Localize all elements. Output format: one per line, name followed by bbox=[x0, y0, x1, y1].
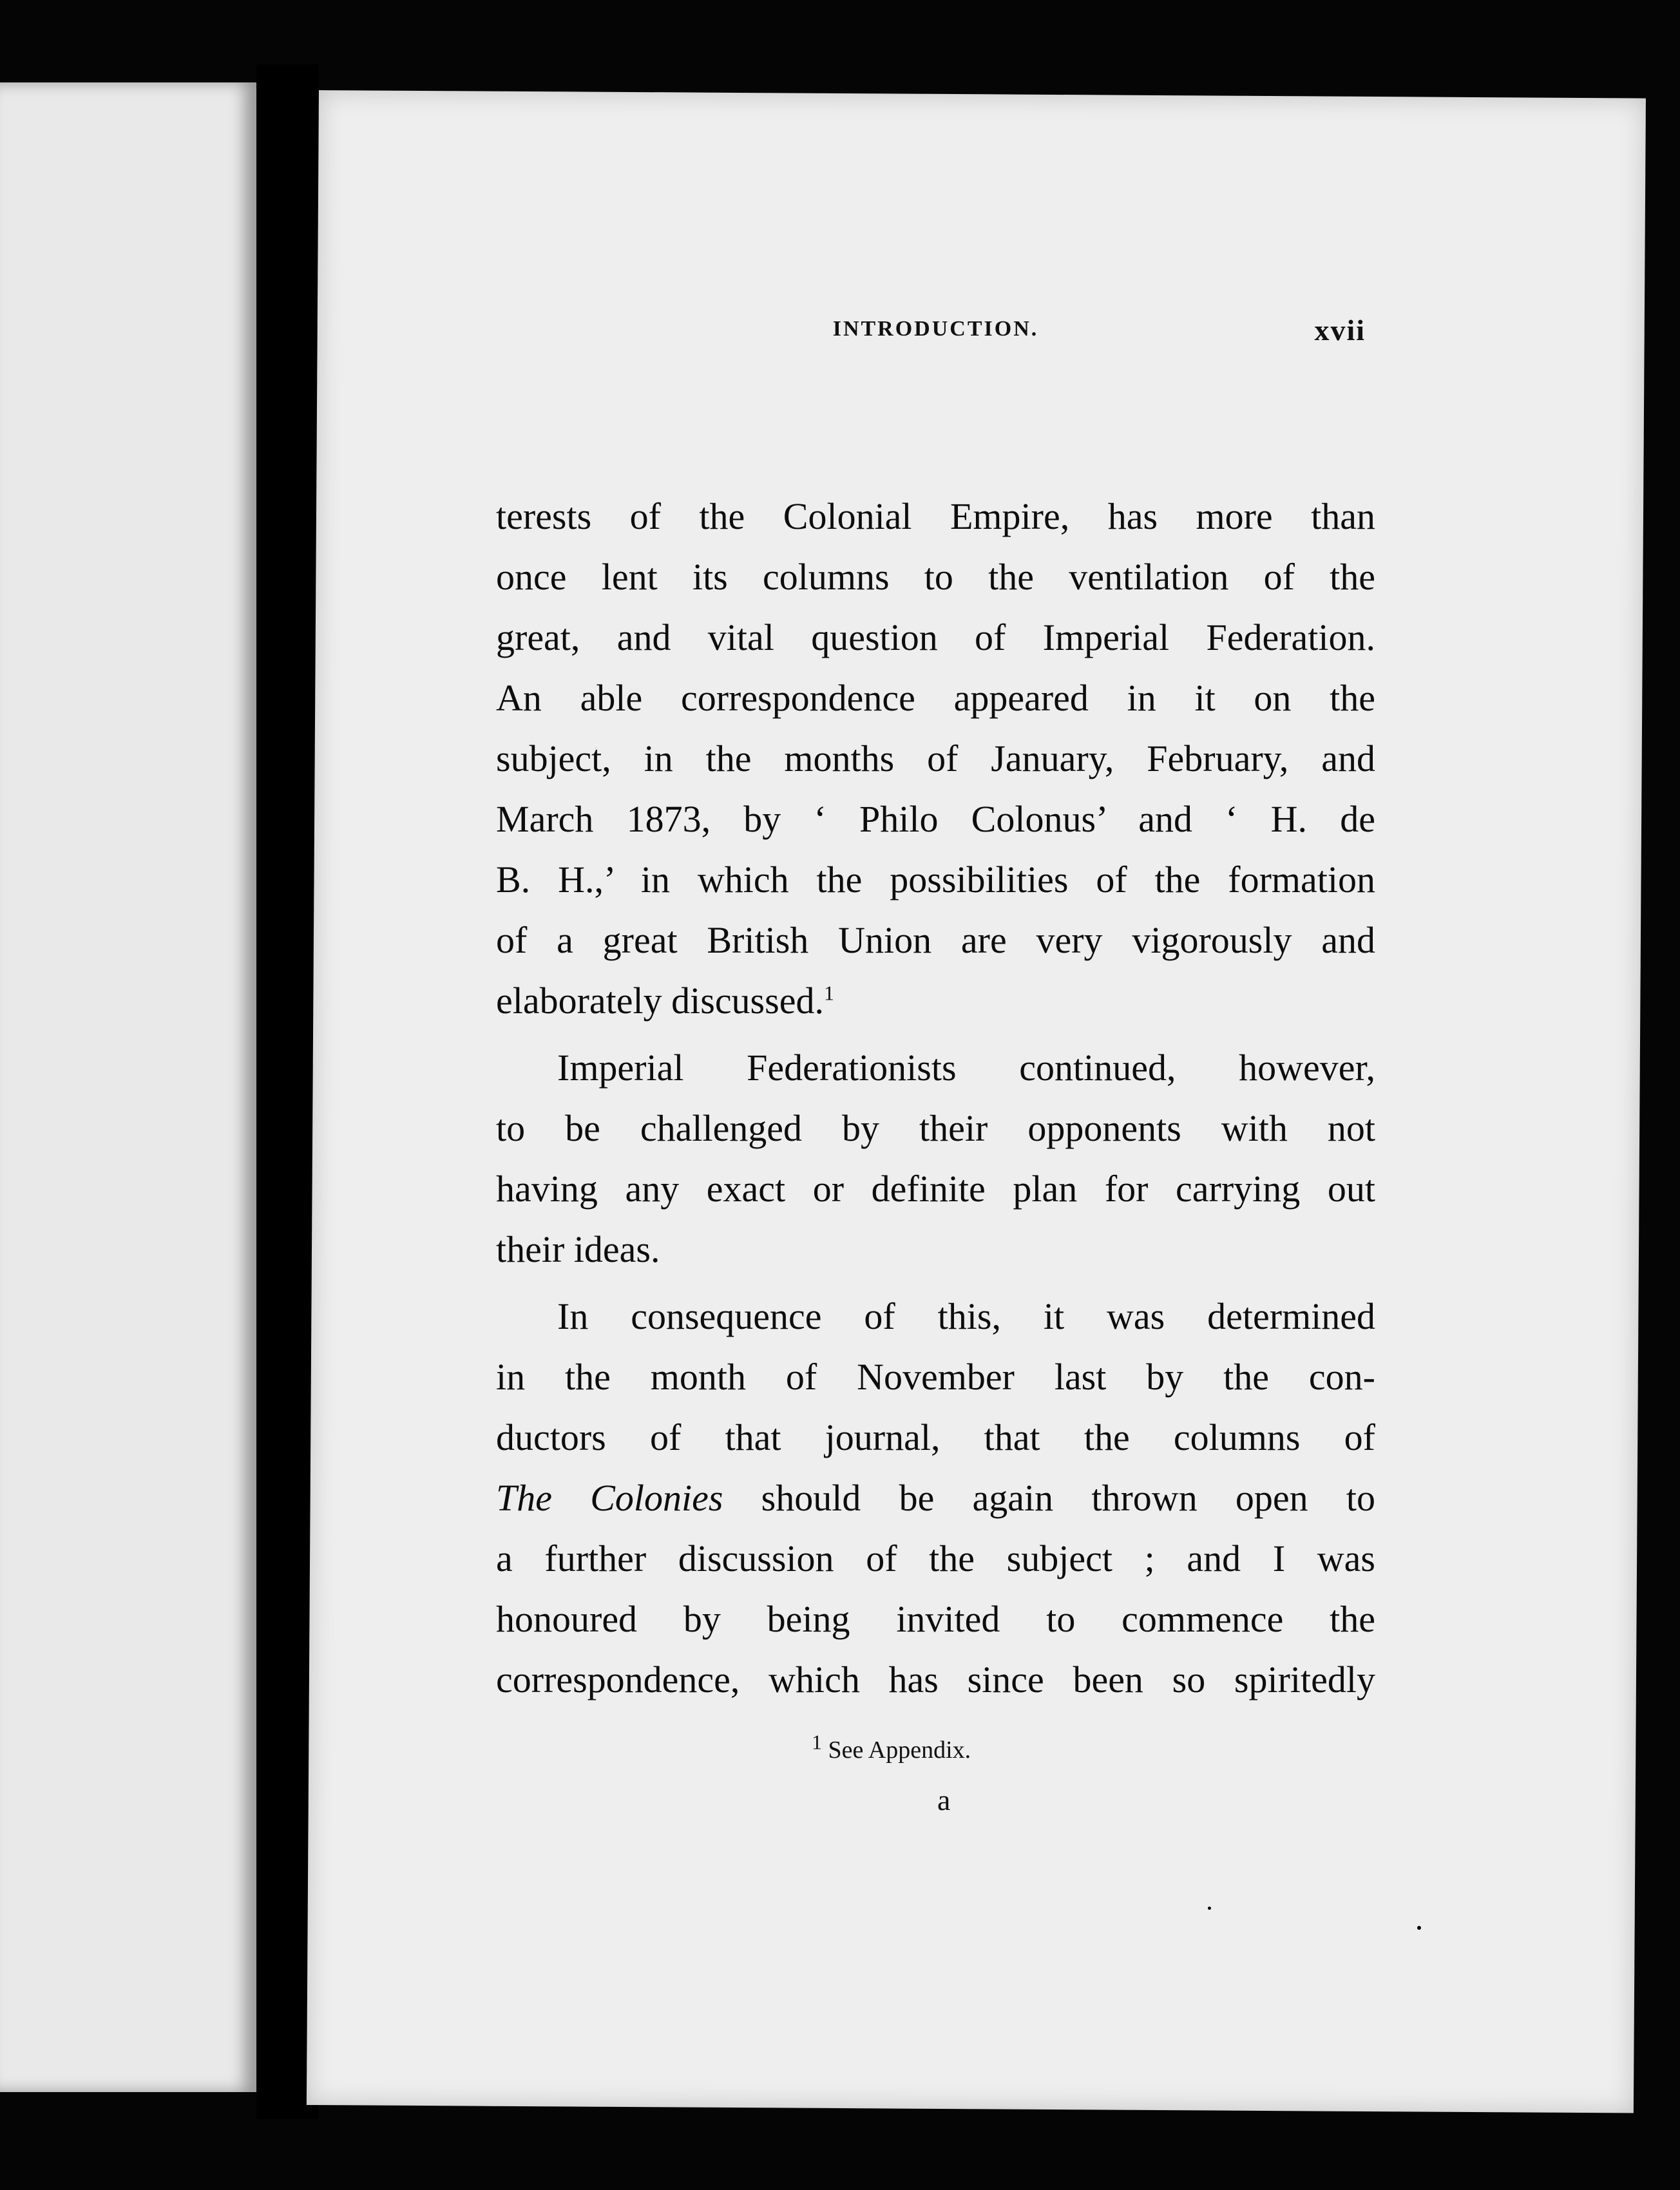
text-line: a further discussion of the subject ; and I was bbox=[496, 1538, 1375, 1579]
text-line: B. H.,’ in which the possibilities of the formation bbox=[496, 859, 1375, 900]
footnote-marker: 1 bbox=[812, 1730, 822, 1754]
italic-title: The Colonies bbox=[496, 1477, 723, 1519]
text-line: in the month of November last by the con- bbox=[496, 1356, 1375, 1398]
text-line: correspondence, which has since been so spiritedly bbox=[496, 1659, 1375, 1700]
text-line: their ideas. bbox=[496, 1228, 660, 1270]
text-line: subject, in the months of January, February, and bbox=[496, 738, 1375, 779]
page-number: xvii bbox=[1314, 314, 1366, 347]
text-line: ductors of that journal, that the columns of bbox=[496, 1416, 1375, 1458]
text-line: terests of the Colonial Empire, has more than bbox=[496, 495, 1375, 537]
text-line: honoured by being invited to commence the bbox=[496, 1598, 1375, 1640]
text-line: of a great British Union are very vigorously and bbox=[496, 919, 1375, 961]
text-line: March 1873, by ‘ Philo Colonus’ and ‘ H. de bbox=[496, 798, 1375, 840]
text-line: having any exact or definite plan for carrying out bbox=[496, 1168, 1375, 1210]
body-text bbox=[496, 486, 1375, 1710]
text-line bbox=[496, 971, 1375, 1031]
text-line: to be challenged by their opponents with not bbox=[496, 1107, 1375, 1149]
text-line-content: elaborately discussed. bbox=[496, 980, 824, 1022]
text-line: once lent its columns to the ventilation of the bbox=[496, 556, 1375, 598]
text-line: An able correspondence appeared in it on the bbox=[496, 677, 1375, 719]
scan-speck bbox=[1417, 1926, 1421, 1930]
text-line: great, and vital question of Imperial Federation. bbox=[496, 616, 1375, 658]
footnote-text: See Appendix. bbox=[828, 1737, 971, 1764]
footnote bbox=[812, 1730, 971, 1764]
text-line bbox=[496, 1468, 1375, 1528]
text-line: Imperial Federationists continued, however, bbox=[557, 1047, 1375, 1089]
footnote-reference: 1 bbox=[823, 981, 834, 1005]
text-line-content: should be again thrown open to bbox=[723, 1477, 1375, 1519]
running-head bbox=[506, 314, 1366, 356]
scan-speck bbox=[1208, 1907, 1211, 1910]
text-line: In consequence of this, it was determined bbox=[557, 1295, 1375, 1337]
running-head-title: INTRODUCTION. bbox=[832, 317, 1039, 341]
signature-mark: a bbox=[937, 1784, 951, 1816]
facing-page-edge bbox=[0, 82, 256, 2092]
